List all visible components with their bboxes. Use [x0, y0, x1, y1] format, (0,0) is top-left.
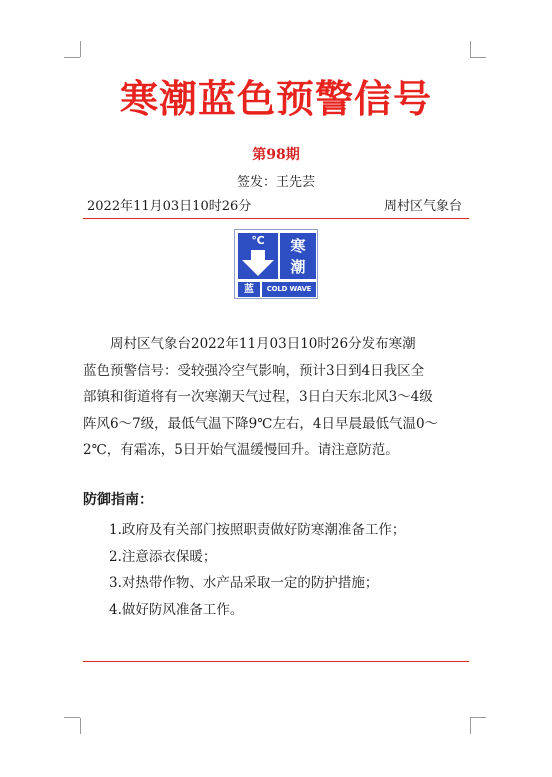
icon-label-en: COLD WAVE: [266, 285, 312, 293]
icon-label-cn-top: 寒: [290, 237, 306, 255]
body-line: 蓝色预警信号：受较强冷空气影响，预计3日到4日我区全: [83, 362, 425, 379]
crop-mark: [470, 718, 471, 734]
crop-mark: [470, 41, 471, 57]
icon-level-label: 蓝: [244, 284, 254, 295]
signer-line: 签发：王先芸: [236, 175, 315, 190]
issue-number: 第98期: [252, 147, 300, 163]
crop-mark: [80, 718, 81, 734]
body-line: 2℃，有霜冻，5日开始气温缓慢回升。请注意防范。: [83, 442, 399, 459]
body-line: 周村区气象台2022年11月03日10时26分发布寒潮: [110, 336, 416, 352]
guide-item: 4.做好防风准备工作。: [109, 602, 244, 618]
guide-item: 3.对热带作物、水产品采取一定的防护措施；: [109, 575, 379, 591]
crop-mark: [64, 717, 80, 718]
footer-divider: [83, 661, 469, 662]
down-arrow-icon: [238, 248, 278, 278]
header-divider: [83, 218, 469, 219]
crop-mark: [80, 41, 81, 57]
document-title: 寒潮蓝色预警信号: [119, 76, 432, 121]
celsius-icon: ℃: [251, 234, 265, 247]
icon-label-cn-bottom: 潮: [290, 258, 306, 276]
issue-time: 2022年11月03日10时26分: [87, 199, 252, 214]
crop-mark: [470, 717, 486, 718]
crop-mark: [64, 57, 80, 58]
guide-item: 2.注意添衣保暖；: [109, 549, 217, 565]
defense-guide-title: 防御指南：: [83, 492, 153, 508]
crop-mark: [470, 57, 486, 58]
body-line: 阵风6～7级，最低气温下降9℃左右，4日早晨最低气温0～: [83, 415, 439, 432]
cold-wave-blue-warning-icon: [234, 229, 318, 299]
issuer-name: 周村区气象台: [383, 199, 462, 214]
warning-body-paragraph: [83, 331, 470, 464]
guide-item: 1.政府及有关部门按照职责做好防寒潮准备工作；: [109, 522, 406, 538]
body-line: 部镇和街道将有一次寒潮天气过程，3日白天东北风3～4级: [83, 389, 433, 406]
